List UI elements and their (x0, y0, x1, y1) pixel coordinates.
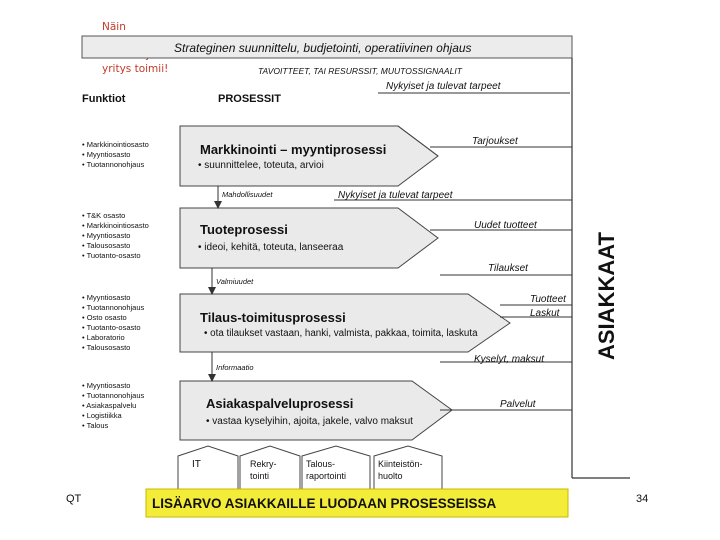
function-item: • Talousosasto (82, 241, 131, 250)
function-item: • Myyntiosasto (82, 293, 131, 302)
footer-code: QT (66, 493, 82, 505)
support-label-line: raportointi (306, 471, 347, 481)
support-shape (178, 446, 238, 490)
right-flow-label: Uudet tuotteet (474, 220, 537, 231)
function-item: • Talousosasto (82, 343, 131, 352)
support-process (240, 446, 300, 490)
functions-header: Funktiot (82, 93, 126, 105)
function-item: • Laboratorio (82, 333, 125, 342)
right-flow-label: Palvelut (500, 399, 536, 410)
process-title: Asiakaspalveluprosessi (206, 396, 354, 411)
right-flow-label: Tarjoukset (472, 136, 518, 147)
function-item: • Tuotannonohjaus (82, 391, 145, 400)
function-item: • Tuotanto-osasto (82, 323, 141, 332)
inter-flow-label: Mahdollisuudet (222, 190, 273, 199)
support-process (178, 446, 238, 490)
support-label: IT (192, 459, 201, 470)
inter-flow-label: Valmiuudet (216, 277, 254, 286)
function-list (82, 140, 149, 169)
process-chevron (180, 208, 438, 268)
processes-header: PROSESSIT (218, 93, 281, 105)
process-detail: • ota tilaukset vastaan, hanki, valmista, pakkaa, toimita, laskuta (204, 328, 478, 339)
function-item: • Tuotanto-osasto (82, 251, 141, 260)
support-label-line: Talous- (306, 459, 336, 469)
right-flow-label: Laskut (530, 308, 560, 319)
process-title: Tilaus-toimitusprosessi (200, 310, 346, 325)
function-item: • Logistiikka (82, 411, 122, 420)
support-label-line: Rekry- (250, 459, 277, 469)
process-title: Markkinointi – myyntiprosessi (200, 142, 387, 157)
right-flow-label: Tilaukset (488, 263, 528, 274)
function-item: • T&K osasto (82, 211, 126, 220)
process-detail: • vastaa kyselyihin, ajoita, jakele, valvo maksut (206, 416, 413, 427)
function-item: • Myyntiosasto (82, 231, 131, 240)
process-detail: • suunnittelee, toteuta, arvioi (198, 160, 324, 171)
function-item: • Talous (82, 421, 109, 430)
process-block (180, 208, 438, 268)
strategy-title: Strateginen suunnittelu, budjetointi, operatiivinen ohjaus (174, 41, 472, 55)
customers-label: ASIAKKAAT (594, 232, 619, 360)
inter-flow-label: Nykyiset ja tulevat tarpeet (338, 190, 453, 201)
right-flow-label: Kyselyt, maksut (474, 354, 545, 365)
function-item: • Asiakaspalvelu (82, 401, 137, 410)
top-flow-label: Nykyiset ja tulevat tarpeet (386, 81, 501, 92)
function-item: • Tuotannonohjaus (82, 160, 145, 169)
function-list (82, 211, 149, 260)
support-label-line: tointi (250, 471, 270, 481)
page-number: 34 (636, 493, 649, 505)
support-label-line: huolto (378, 471, 403, 481)
function-item: • Tuotannonohjaus (82, 303, 145, 312)
process-title: Tuoteprosessi (200, 222, 288, 237)
function-list (82, 381, 145, 430)
function-item: • Myyntiosasto (82, 381, 131, 390)
support-process (302, 446, 370, 490)
function-item: • Myyntiosasto (82, 150, 131, 159)
function-item: • Osto osasto (82, 313, 127, 322)
process-detail: • ideoi, kehitä, toteuta, lanseeraa (198, 242, 344, 253)
corner-note-line: yritys toimii! (102, 63, 169, 75)
function-list (82, 293, 145, 352)
strategy-subtitle: TAVOITTEET, TAI RESURSSIT, MUUTOSSIGNAALIT (258, 66, 462, 76)
function-item: • Markkinointiosasto (82, 221, 149, 230)
right-flow-label: Tuotteet (530, 294, 566, 305)
support-label-line: Kiinteistön- (378, 459, 423, 469)
function-item: • Markkinointiosasto (82, 140, 149, 149)
support-process (374, 446, 442, 490)
inter-flow-label: Informaatio (216, 363, 254, 372)
corner-note-line: Näin (102, 21, 126, 33)
value-banner-text: LISÄARVO ASIAKKAILLE LUODAAN PROSESSEISSA (152, 496, 497, 511)
